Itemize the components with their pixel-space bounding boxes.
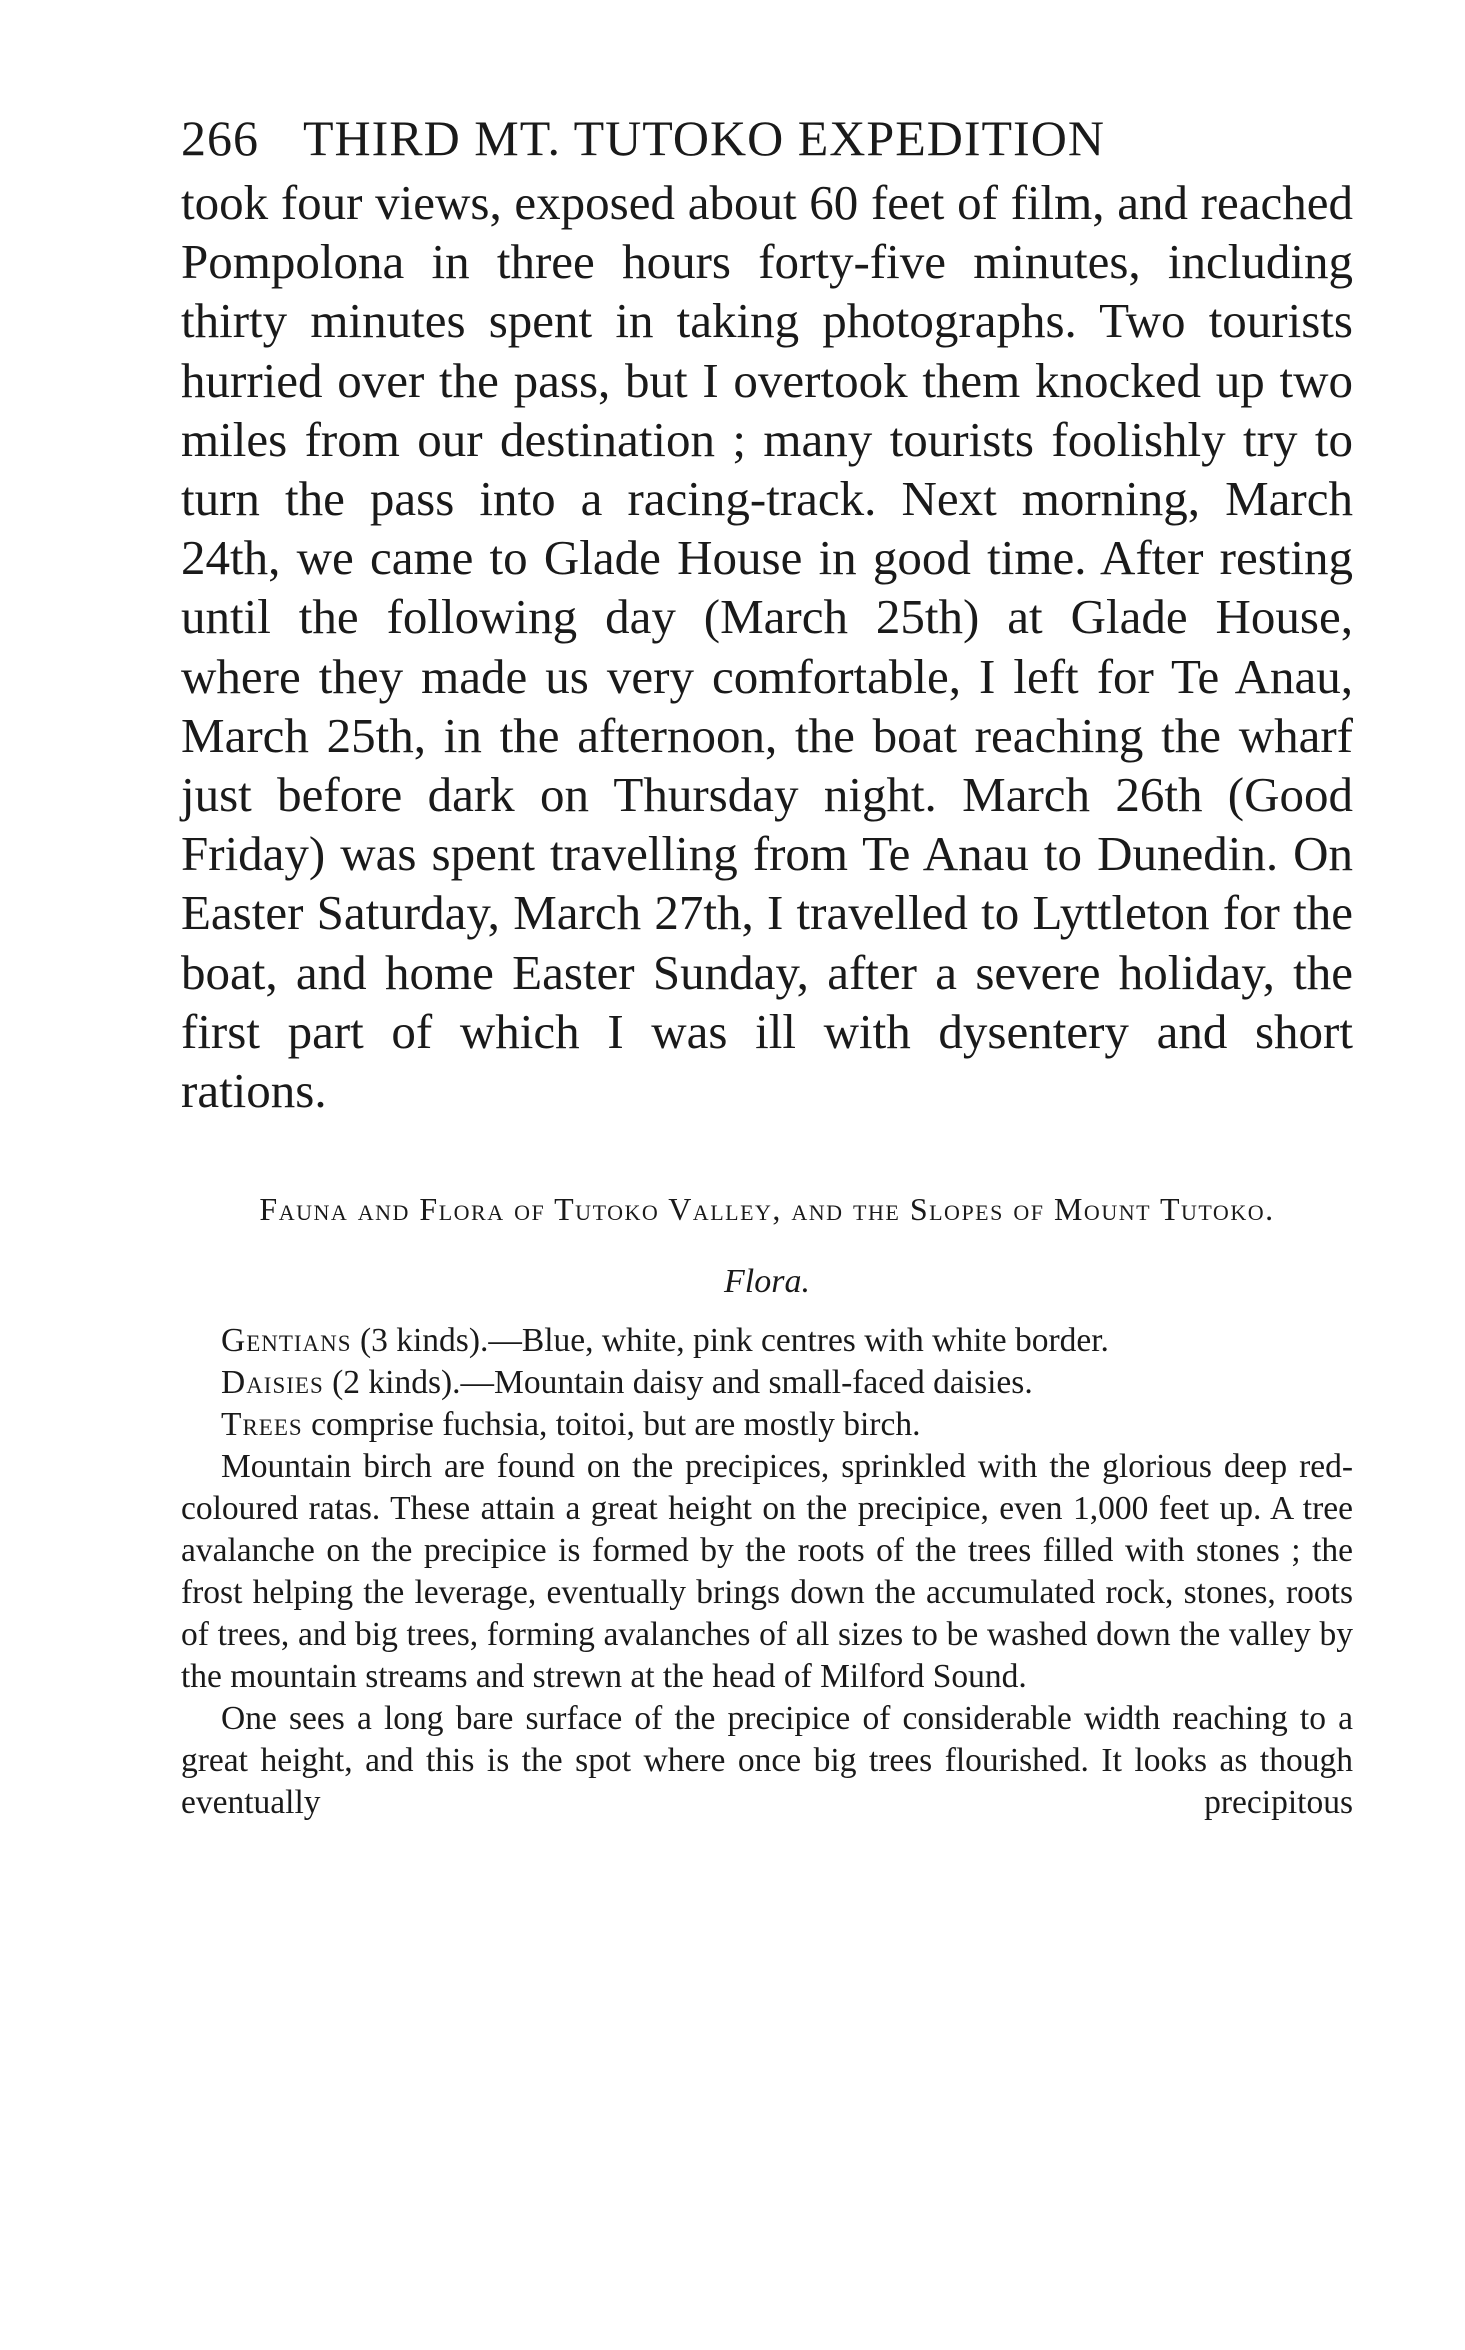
paragraph-bare-surface: One sees a long bare surface of the precipice of considerable width reaching to a great height, and this is the spot where once big trees flourished. It looks as though eventually precipitous [181, 1700, 1353, 1822]
main-paragraph: took four views, exposed about 60 feet of film, and reached Pompolona in three hours forty-five minutes, including thirty minutes spent in taking photographs. Two tourists hurried over the pass, but I overtook them knocked up two miles from our destination ; many tourists foolishly try to turn the pass into a racing-track. Next morning, March 24th, we came to Glade House in good time. After resting until the following day (March 25th) at Glade House, where they made us very comfortable, I left for Te Anau, March 25th, in the afternoon, the boat reaching the wharf just before dark on Thursday night. March 26th (Good Friday) was spent travelling from Te Anau to Dunedin. On Easter Saturday, March 27th, I travelled to Lyttleton for the boat, and home Easter Sunday, after a severe holiday, the first part of which I was ill with dysentery and short rations. [181, 175, 1353, 1119]
paragraph-mountain-birch: Mountain birch are found on the precipices, sprinkled with the glorious deep red-coloured ratas. These attain a great height on the precipice, even 1,000 feet up. A tree avalanche on the precipice is formed by the roots of the trees filled with stones ; the frost helping the leverage, eventually brings down the accumulated rock, stones, roots of trees, and big trees, forming avalanches of all sizes to be washed down the valley by the mountain streams and strewn at the head of Milford Sound. [181, 1448, 1353, 1696]
page-number: 266 [181, 110, 259, 166]
section-heading: Fauna and Flora of Tutoko Valley, and the Slopes of Mount Tutoko. [259, 1191, 1275, 1228]
subheading-flora: Flora. [724, 1263, 810, 1301]
flora-entry-trees [181, 1404, 1353, 1446]
running-title: THIRD MT. TUTOKO EXPEDITION [303, 110, 1105, 166]
flora-entry-gentians [181, 1320, 1353, 1362]
entry-lead: Daisies [221, 1364, 324, 1402]
book-page [181, 108, 1353, 1824]
running-head [181, 108, 1353, 168]
entry-lead: Trees [221, 1406, 303, 1444]
entry-text: (2 kinds).—Mountain daisy and small-faced daisies. [323, 1364, 1033, 1402]
entry-lead: Gentians [221, 1322, 352, 1360]
flora-section [181, 1320, 1353, 1824]
entry-text: (3 kinds).—Blue, white, pink centres with white border. [351, 1322, 1109, 1360]
flora-entry-daisies [181, 1362, 1353, 1404]
entry-text: comprise fuchsia, toitoi, but are mostly birch. [302, 1406, 921, 1444]
